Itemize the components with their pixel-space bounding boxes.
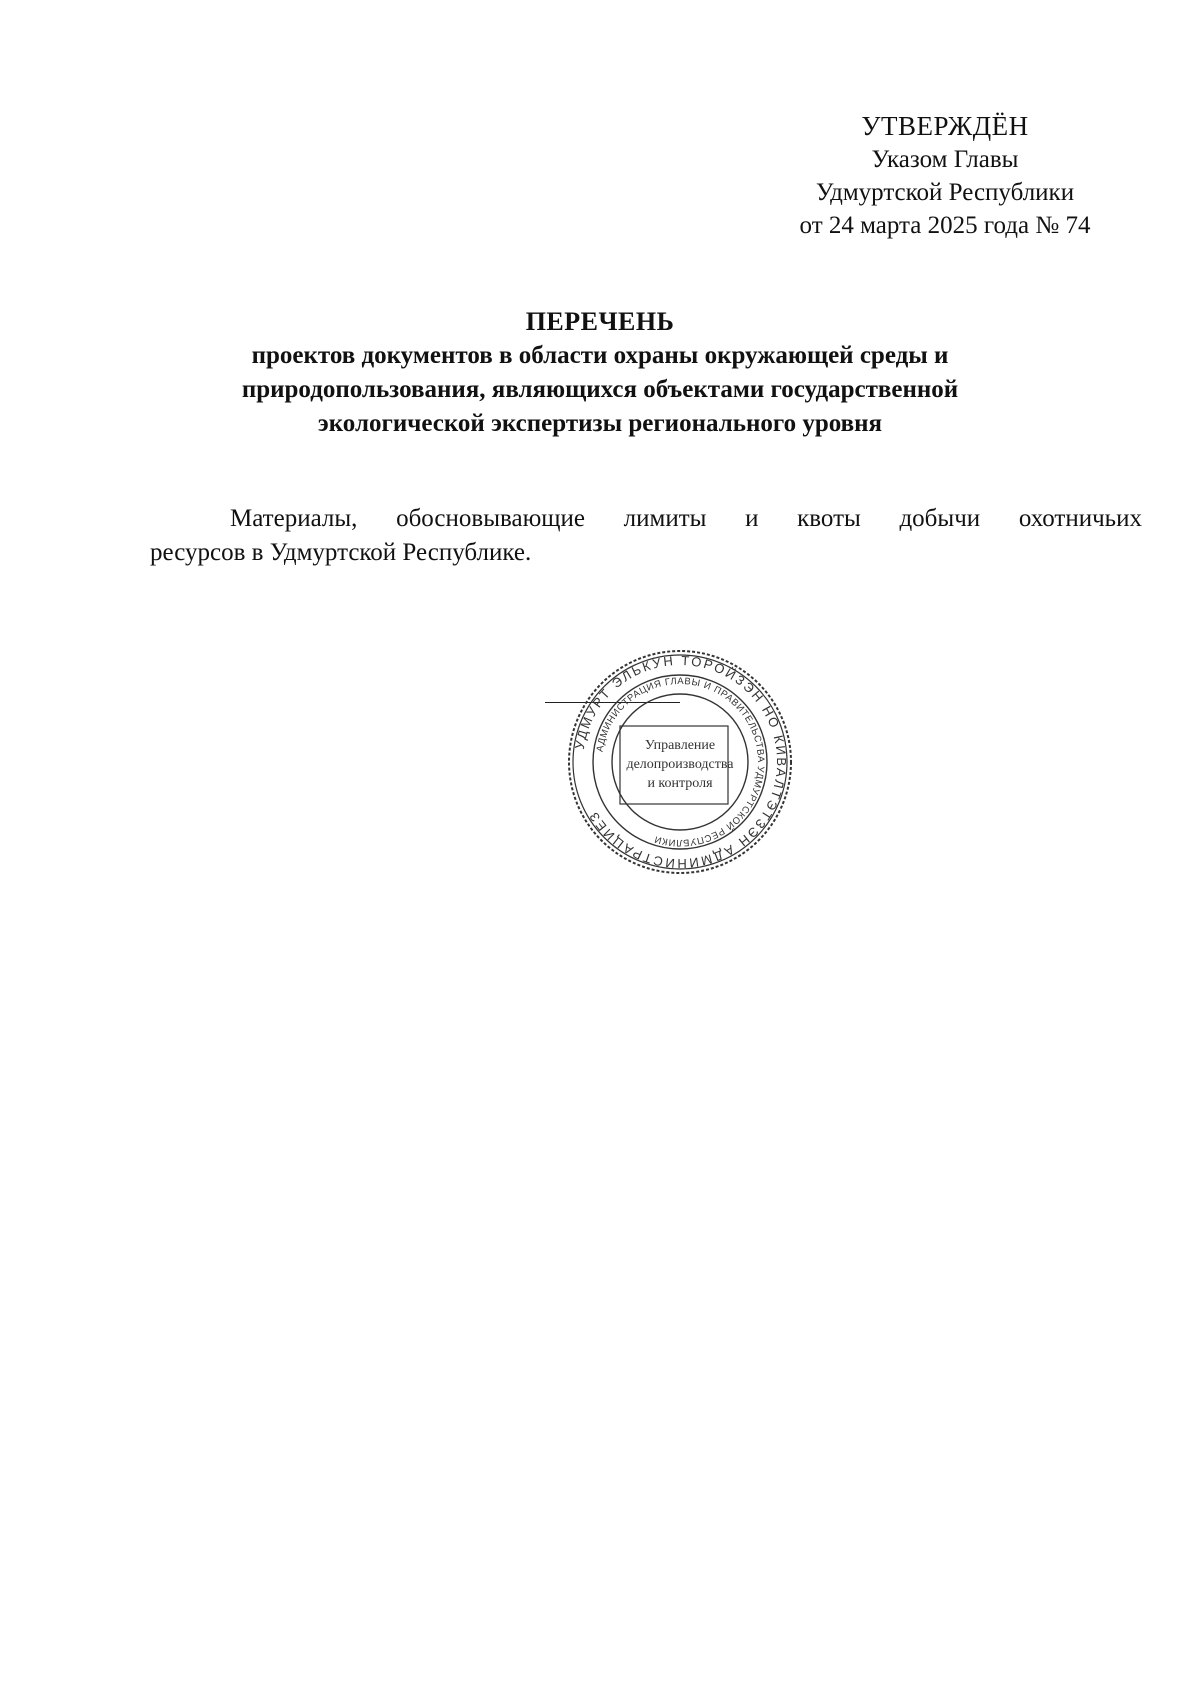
body-word: обосновывающие: [396, 505, 585, 532]
title-subtitle-line-1: проектов документов в области охраны окружающей среды и: [251, 342, 949, 369]
body-line-1: [150, 502, 1142, 536]
body-line-2: ресурсов в Удмуртской Республике.: [150, 539, 532, 566]
seal-inner-text: АДМИНИСТРАЦИЯ ГЛАВЫ И ПРАВИТЕЛЬСТВА УДМУРТСКОЙ РЕСПУБЛИКИ: [594, 675, 767, 849]
title-subtitle-line-2: природопользования, являющихся объектами государственной: [241, 376, 959, 403]
approval-date-line: от 24 марта 2025 года № 74: [799, 212, 1091, 239]
approval-block: [760, 110, 1130, 242]
official-seal-stamp: [566, 648, 794, 876]
title-main: ПЕРЕЧЕНЬ: [525, 307, 675, 336]
body-word: и: [745, 505, 759, 532]
body-word: добычи: [899, 505, 981, 532]
body-word: квоты: [797, 505, 861, 532]
approval-decree-line: Указом Главы: [871, 146, 1019, 173]
seal-center-line-3: и контроля: [647, 776, 713, 791]
body-word: лимиты: [623, 505, 707, 532]
approval-heading: УТВЕРЖДЁН: [861, 111, 1029, 141]
seal-center-line-2: делопроизводства: [626, 757, 734, 772]
seal-center-line-1: Управление: [644, 738, 716, 753]
body-paragraph: [150, 502, 1142, 570]
seal-outer-text: УДМУРТ ЭЛЬКУН ТОРОЙЗЭН НО КИВАЛТЭТЗЭН АДМИНИСТРАЦИЕЗ: [571, 652, 790, 872]
title-subtitle-line-3: экологической экспертизы регионального уровня: [317, 410, 883, 437]
body-word: охотничьих: [1018, 505, 1142, 532]
body-word: Материалы,: [230, 505, 358, 532]
approval-republic-line: Удмуртской Республики: [815, 179, 1075, 206]
seal-svg: [566, 648, 794, 876]
document-title: [150, 305, 1050, 441]
